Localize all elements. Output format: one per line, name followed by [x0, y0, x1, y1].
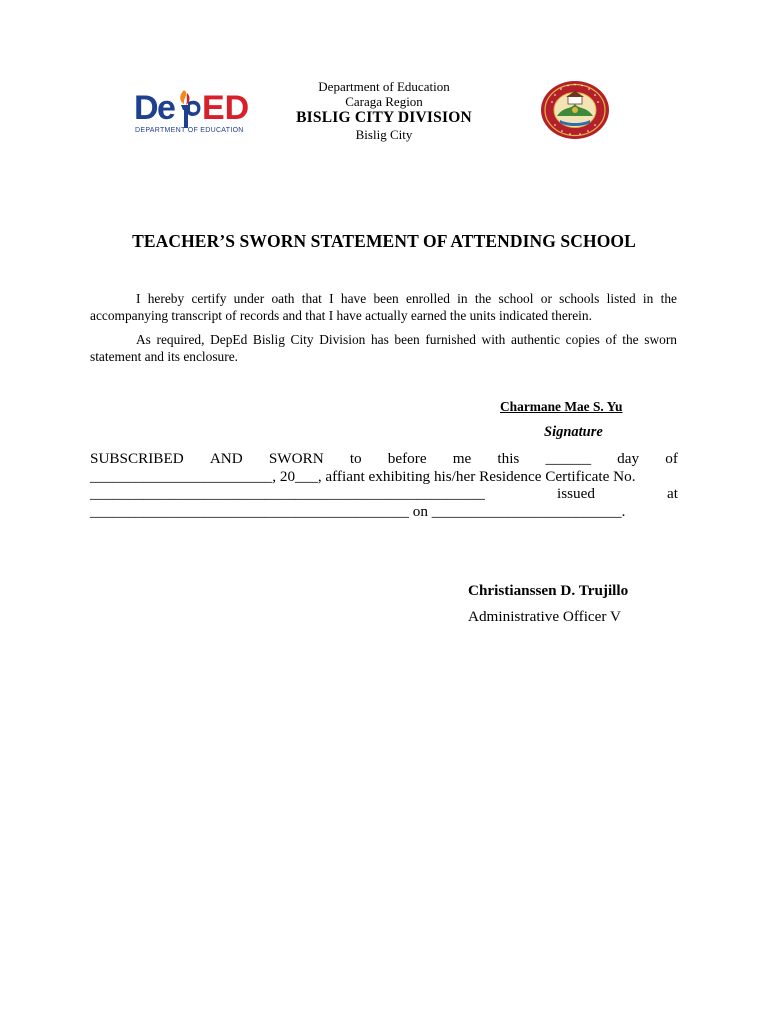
jurat-word: this [497, 450, 520, 467]
division-seal-logo [540, 80, 610, 140]
division-seal-icon [540, 80, 610, 140]
jurat-line-2 [90, 468, 678, 486]
logo-wordmark-e: e [157, 89, 176, 127]
requirement-paragraph: As required, DepEd Bislig City Division has been furnished with authentic copies of the sworn statement and its enclosure. [90, 332, 677, 364]
division-name: BISLIG CITY DIVISION [296, 109, 472, 126]
region-name: Caraga Region [345, 94, 423, 109]
month-year-residence-text: ________________________, 20___, affiant exhibiting his/her Residence Certificate No. [90, 467, 636, 485]
torch-flame [180, 90, 200, 128]
letterhead [234, 79, 534, 142]
jurat-line-4 [90, 503, 678, 521]
city-name: Bislig City [355, 127, 413, 142]
logo-wordmark-ed: ED [202, 89, 250, 127]
jurat-word: to [349, 450, 362, 467]
jurat-word: before [387, 450, 427, 467]
place-date-issued-blank: __________________________________________ on _________________________. [90, 502, 626, 520]
jurat-word: issued [556, 485, 595, 502]
jurat-line-1 [90, 450, 678, 468]
officer-title: Administrative Officer V [468, 608, 621, 625]
certification-paragraph: I hereby certify under oath that I have been enrolled in the school or schools listed in the accompanying transcript of records and that I have actually earned the units indicated therein. [90, 291, 677, 323]
logo-tagline: DEPARTMENT OF EDUCATION [135, 127, 244, 134]
day-blank: ______ [545, 450, 592, 467]
logo-wordmark-d: D [134, 89, 159, 127]
residence-certificate-blank: ____________________________________________________ [90, 485, 485, 502]
officer-name: Christianssen D. Trujillo [468, 582, 629, 599]
department-name: Department of Education [318, 79, 450, 94]
jurat-block [90, 450, 678, 520]
document-title: TEACHER’S SWORN STATEMENT OF ATTENDING SCHOOL [132, 231, 636, 251]
jurat-line-3 [90, 485, 678, 503]
signature-label: Signature [544, 424, 603, 440]
jurat-word: at [667, 485, 678, 502]
jurat-word: of [665, 450, 678, 467]
jurat-word: day [617, 450, 640, 467]
jurat-word: SUBSCRIBED [90, 450, 184, 467]
jurat-word: AND [209, 450, 243, 467]
jurat-word: SWORN [268, 450, 324, 467]
affiant-name: Charmane Mae S. Yu [500, 399, 623, 414]
jurat-word: me [452, 450, 472, 467]
